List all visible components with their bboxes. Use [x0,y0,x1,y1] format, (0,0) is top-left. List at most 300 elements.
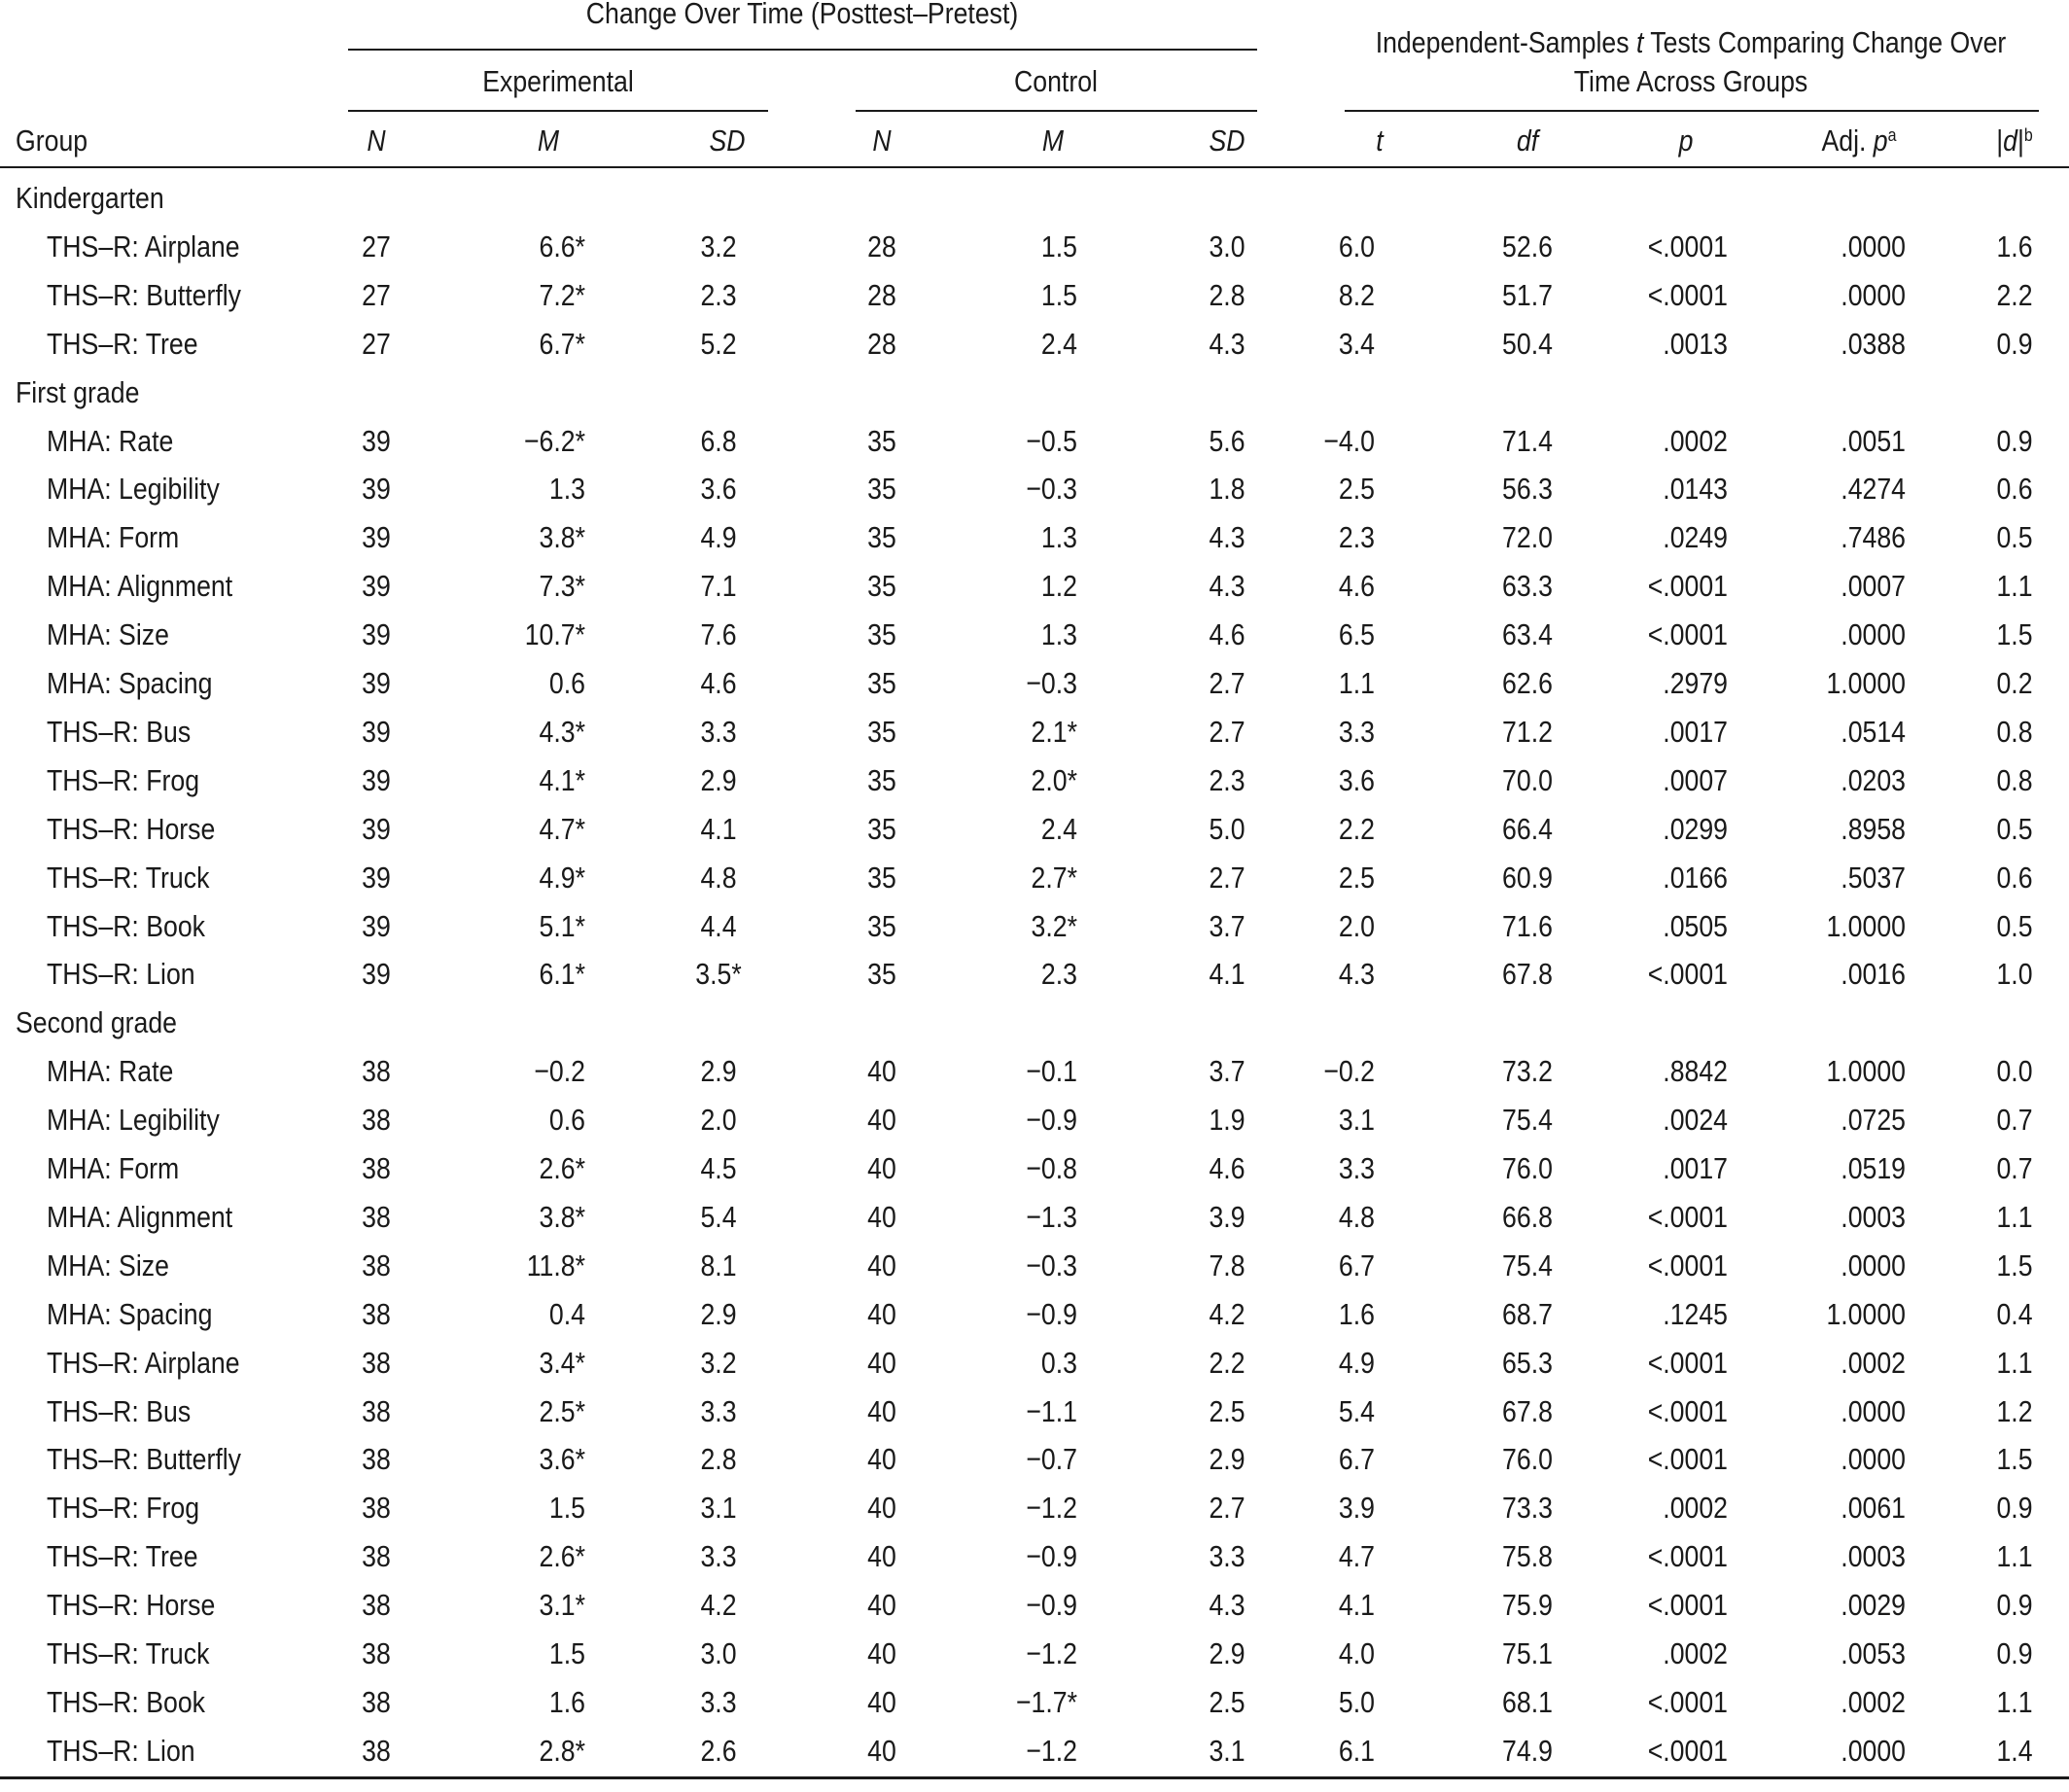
cell-df: 56.3 [1502,472,1553,507]
cell-label: MHA: Spacing [47,1296,213,1331]
cell-d: 1.5 [1996,617,2033,652]
col-header-exp-n: N [367,123,386,158]
cell-df: 66.8 [1502,1199,1553,1234]
cell-ctl-sd: 3.3 [1209,1539,1245,1574]
cell-exp-m: 10.7* [524,617,585,652]
cell-label: MHA: Size [47,617,169,652]
cell-p: .0143 [1663,472,1728,507]
col-header-ctl-m: M [1041,123,1065,158]
cell-exp-n: 39 [362,957,391,992]
cell-ctl-sd: 3.0 [1209,228,1245,264]
cell-label: THS–R: Butterfly [47,277,242,312]
cell-adj-p: .0514 [1841,714,1906,749]
cell-t: 4.6 [1338,569,1375,604]
cell-label: MHA: Spacing [47,666,213,700]
cell-adj-p: .0061 [1841,1491,1906,1526]
cell-exp-n: 38 [362,1296,391,1331]
cell-adj-p: .0000 [1841,617,1906,652]
cell-ctl-sd: 2.5 [1209,1684,1245,1719]
cell-df: 67.8 [1502,957,1553,992]
cell-p: .0505 [1663,908,1728,943]
cell-ctl-n: 35 [867,714,896,749]
change-over-time-rule [348,49,1257,51]
cell-exp-sd: 5.4 [700,1199,737,1234]
cell-ctl-m: 1.3 [1040,520,1077,555]
cell-ctl-m: −1.2 [1026,1491,1077,1526]
cell-ctl-m: −0.8 [1026,1151,1077,1185]
cell-ctl-sd: 1.8 [1209,472,1245,507]
cell-d: 0.4 [1996,1296,2033,1331]
cell-exp-sd: 2.0 [700,1103,737,1138]
cell-exp-m: 0.6 [548,1103,585,1138]
ttest-heading-line2: Time Across Groups [1573,64,1808,98]
cell-adj-p: .4274 [1841,472,1906,507]
cell-ctl-n: 40 [867,1684,896,1719]
cell-exp-m: 0.4 [548,1296,585,1331]
cell-exp-sd: 2.9 [700,1054,737,1089]
cell-exp-m: 4.7* [539,811,585,846]
cell-df: 68.1 [1502,1684,1553,1719]
cell-ctl-sd: 4.6 [1209,617,1245,652]
cell-ctl-sd: 5.0 [1209,811,1245,846]
cell-ctl-sd: 5.6 [1209,423,1245,458]
cell-exp-sd: 4.9 [700,520,737,555]
cell-d: 0.6 [1996,860,2033,895]
cell-ctl-n: 40 [867,1491,896,1526]
cell-ctl-m: −0.5 [1026,423,1077,458]
cell-df: 63.3 [1502,569,1553,604]
cell-ctl-m: −1.2 [1026,1636,1077,1670]
cell-label: MHA: Form [47,1151,180,1185]
cell-ctl-sd: 2.7 [1209,1491,1245,1526]
cell-d: 0.0 [1996,1054,2033,1089]
cell-ctl-n: 40 [867,1054,896,1089]
cell-t: 5.0 [1338,1684,1375,1719]
cell-adj-p: .0016 [1841,957,1906,992]
col-header-d: $|d|^b$ [1996,123,2033,158]
change-over-time-heading: Change Over Time (Posttest–Pretest) [585,0,1019,30]
cell-ctl-sd: 2.5 [1209,1393,1245,1428]
cell-ctl-m: −0.9 [1026,1103,1077,1138]
cell-t: 4.9 [1338,1345,1375,1380]
cell-adj-p: .0388 [1841,326,1906,361]
cell-exp-m: 6.1* [539,957,585,992]
cell-d: 0.5 [1996,520,2033,555]
cell-exp-n: 39 [362,423,391,458]
cell-p: <.0001 [1647,957,1728,992]
cell-ctl-m: −0.7 [1026,1442,1077,1477]
cell-t: 2.2 [1338,811,1375,846]
cell-p: <.0001 [1647,569,1728,604]
cell-exp-n: 38 [362,1151,391,1185]
cell-df: 71.4 [1502,423,1553,458]
cell-d: 1.1 [1996,1345,2033,1380]
cell-exp-n: 38 [362,1393,391,1428]
cell-p: <.0001 [1647,1733,1728,1768]
cell-exp-m: 1.6 [548,1684,585,1719]
cell-exp-n: 39 [362,811,391,846]
cell-label: THS–R: Airplane [47,1345,240,1380]
cell-exp-sd: 2.6 [700,1733,737,1768]
cell-ctl-sd: 1.9 [1209,1103,1245,1138]
cell-df: 68.7 [1502,1296,1553,1331]
cell-ctl-m: 2.4 [1040,811,1077,846]
cell-adj-p: .0725 [1841,1103,1906,1138]
cell-adj-p: .0000 [1841,1442,1906,1477]
cell-ctl-sd: 7.8 [1209,1247,1245,1283]
cell-label: THS–R: Book [47,1684,205,1719]
cell-df: 73.3 [1502,1491,1553,1526]
cell-exp-m: 2.6* [539,1539,585,1574]
col-header-df: df [1516,123,1539,158]
cell-label: MHA: Legibility [47,472,220,507]
cell-exp-m: 1.3 [548,472,585,507]
cell-p: .0002 [1663,423,1728,458]
cell-exp-sd: 3.2 [700,228,737,264]
cell-label: THS–R: Truck [47,1636,210,1670]
cell-d: 0.8 [1996,762,2033,797]
col-header-t: t [1376,123,1384,158]
cell-adj-p: .8958 [1841,811,1906,846]
cell-ctl-n: 40 [867,1733,896,1768]
cell-exp-m: 7.3* [539,569,585,604]
cell-d: 2.2 [1996,277,2033,312]
cell-t: 3.3 [1338,714,1375,749]
cell-df: 75.4 [1502,1247,1553,1283]
cell-ctl-n: 40 [867,1199,896,1234]
cell-ctl-m: −1.2 [1026,1733,1077,1768]
cell-label: THS–R: Lion [47,1733,195,1768]
cell-exp-n: 38 [362,1636,391,1670]
cell-ctl-sd: 4.6 [1209,1151,1245,1185]
cell-d: 0.9 [1996,1491,2033,1526]
cell-ctl-m: −0.3 [1026,666,1077,700]
cell-ctl-n: 28 [867,326,896,361]
cell-d: 1.4 [1996,1733,2033,1768]
cell-label: MHA: Legibility [47,1103,220,1138]
cell-ctl-sd: 4.2 [1209,1296,1245,1331]
cell-d: 0.9 [1996,1636,2033,1670]
cell-exp-n: 39 [362,472,391,507]
cell-df: 50.4 [1502,326,1553,361]
cell-t: 1.1 [1338,666,1375,700]
cell-exp-n: 27 [362,326,391,361]
cell-label: MHA: Alignment [47,1199,233,1234]
cell-exp-sd: 5.2 [700,326,737,361]
cell-label: THS–R: Tree [47,1539,198,1574]
cell-ctl-m: −0.3 [1026,472,1077,507]
cell-exp-sd: 4.6 [700,666,737,700]
cell-df: 66.4 [1502,811,1553,846]
cell-adj-p: .0000 [1841,277,1906,312]
cell-ctl-sd: 4.3 [1209,1588,1245,1623]
cell-label: THS–R: Horse [47,1588,216,1623]
cell-exp-m: 3.8* [539,1199,585,1234]
cell-df: 62.6 [1502,666,1553,700]
cell-t: 6.0 [1338,228,1375,264]
cell-t: 2.3 [1338,520,1375,555]
cell-t: 8.2 [1338,277,1375,312]
cell-exp-sd: 3.0 [700,1636,737,1670]
cell-exp-n: 39 [362,762,391,797]
cell-p: .0024 [1663,1103,1728,1138]
cell-ctl-n: 40 [867,1247,896,1283]
cell-exp-sd: 4.4 [700,908,737,943]
cell-p: .0013 [1663,326,1728,361]
cell-label: THS–R: Bus [47,714,192,749]
cell-exp-sd: 2.9 [700,762,737,797]
section-label: Kindergarten [16,181,164,215]
cell-exp-m: 0.6 [548,666,585,700]
cell-ctl-m: 2.7* [1031,860,1077,895]
cell-label: THS–R: Tree [47,326,198,361]
cell-ctl-m: 1.2 [1040,569,1077,604]
cell-adj-p: .0007 [1841,569,1906,604]
cell-exp-n: 38 [362,1588,391,1623]
cell-ctl-sd: 4.3 [1209,520,1245,555]
cell-exp-m: 7.2* [539,277,585,312]
cell-p: .0002 [1663,1491,1728,1526]
cell-ctl-n: 35 [867,569,896,604]
cell-exp-sd: 7.6 [700,617,737,652]
cell-label: MHA: Rate [47,1054,174,1089]
cell-label: THS–R: Frog [47,762,200,797]
cell-t: 5.4 [1338,1393,1375,1428]
cell-ctl-n: 35 [867,811,896,846]
experimental-rule [348,110,768,112]
cell-df: 70.0 [1502,762,1553,797]
cell-df: 51.7 [1502,277,1553,312]
cell-t: 2.5 [1338,472,1375,507]
cell-adj-p: .0000 [1841,228,1906,264]
cell-p: .0017 [1663,1151,1728,1185]
ttest-rule [1345,110,2039,112]
cell-t: 6.5 [1338,617,1375,652]
col-header-group: Group [16,123,88,158]
cell-label: THS–R: Truck [47,860,210,895]
cell-exp-sd: 2.9 [700,1296,737,1331]
cell-ctl-sd: 2.9 [1209,1636,1245,1670]
cell-adj-p: .0002 [1841,1345,1906,1380]
cell-ctl-m: 2.3 [1040,957,1077,992]
cell-p: .0007 [1663,762,1728,797]
cell-df: 72.0 [1502,520,1553,555]
cell-ctl-m: −0.9 [1026,1588,1077,1623]
cell-df: 75.4 [1502,1103,1553,1138]
cell-p: .0002 [1663,1636,1728,1670]
cell-df: 75.9 [1502,1588,1553,1623]
cell-df: 71.6 [1502,908,1553,943]
cell-exp-m: 6.7* [539,326,585,361]
cell-exp-sd: 3.3 [700,1539,737,1574]
cell-adj-p: 1.0000 [1826,1054,1906,1089]
cell-p: <.0001 [1647,1539,1728,1574]
cell-ctl-n: 35 [867,908,896,943]
cell-t: −0.2 [1323,1054,1375,1089]
cell-ctl-sd: 2.7 [1209,666,1245,700]
cell-d: 0.9 [1996,326,2033,361]
cell-ctl-sd: 4.1 [1209,957,1245,992]
cell-d: 1.5 [1996,1442,2033,1477]
cell-adj-p: .0000 [1841,1247,1906,1283]
cell-t: 3.4 [1338,326,1375,361]
cell-df: 73.2 [1502,1054,1553,1089]
cell-d: 0.9 [1996,1588,2033,1623]
cell-exp-m: 11.8* [526,1247,585,1283]
cell-exp-n: 39 [362,617,391,652]
cell-label: THS–R: Lion [47,957,195,992]
cell-t: 3.1 [1338,1103,1375,1138]
cell-d: 1.6 [1996,228,2033,264]
cell-exp-n: 38 [362,1054,391,1089]
cell-ctl-sd: 3.7 [1209,908,1245,943]
cell-label: MHA: Alignment [47,569,233,604]
cell-ctl-sd: 2.7 [1209,860,1245,895]
cell-exp-sd: 3.3 [700,714,737,749]
cell-exp-n: 38 [362,1539,391,1574]
cell-adj-p: .0003 [1841,1539,1906,1574]
experimental-heading: Experimental [482,64,634,98]
cell-ctl-n: 35 [867,520,896,555]
cell-exp-sd: 3.1 [700,1491,737,1526]
cell-adj-p: .0000 [1841,1733,1906,1768]
cell-t: 4.8 [1338,1199,1375,1234]
cell-adj-p: .0029 [1841,1588,1906,1623]
cell-p: <.0001 [1647,1588,1728,1623]
col-header-adj-p: Adj. $p^a$ [1821,123,1897,158]
cell-ctl-n: 40 [867,1393,896,1428]
cell-label: MHA: Size [47,1247,169,1283]
cell-ctl-m: −0.9 [1026,1539,1077,1574]
cell-ctl-m: 1.5 [1040,277,1077,312]
cell-exp-n: 27 [362,228,391,264]
cell-ctl-sd: 2.2 [1209,1345,1245,1380]
cell-label: MHA: Rate [47,423,174,458]
cell-df: 65.3 [1502,1345,1553,1380]
cell-d: 1.1 [1996,569,2033,604]
col-header-ctl-sd: SD [1209,123,1245,158]
cell-t: 1.6 [1338,1296,1375,1331]
cell-t: 6.7 [1338,1442,1375,1477]
cell-ctl-n: 40 [867,1345,896,1380]
cell-ctl-n: 40 [867,1636,896,1670]
cell-t: −4.0 [1323,423,1375,458]
col-header-ctl-n: N [872,123,892,158]
cell-d: 1.2 [1996,1393,2033,1428]
cell-p: .0166 [1663,860,1728,895]
cell-exp-n: 39 [362,714,391,749]
cell-ctl-m: −0.9 [1026,1296,1077,1331]
cell-d: 0.5 [1996,908,2033,943]
cell-t: 4.0 [1338,1636,1375,1670]
cell-ctl-n: 35 [867,423,896,458]
cell-df: 76.0 [1502,1151,1553,1185]
cell-ctl-m: 0.3 [1040,1345,1077,1380]
cell-d: 0.7 [1996,1103,2033,1138]
cell-ctl-m: 3.2* [1031,908,1077,943]
cell-exp-n: 38 [362,1684,391,1719]
cell-d: 1.1 [1996,1199,2033,1234]
cell-ctl-n: 35 [867,666,896,700]
cell-exp-n: 39 [362,860,391,895]
cell-d: 0.9 [1996,423,2033,458]
cell-exp-m: 2.6* [539,1151,585,1185]
cell-df: 71.2 [1502,714,1553,749]
cell-p: .0017 [1663,714,1728,749]
cell-exp-m: 4.9* [539,860,585,895]
cell-exp-n: 38 [362,1199,391,1234]
cell-exp-sd: 4.1 [700,811,737,846]
cell-exp-m: 2.5* [539,1393,585,1428]
cell-p: <.0001 [1647,1442,1728,1477]
cell-d: 0.2 [1996,666,2033,700]
cell-ctl-m: 2.1* [1031,714,1077,749]
cell-exp-sd: 4.5 [700,1151,737,1185]
cell-d: 1.1 [1996,1684,2033,1719]
cell-ctl-sd: 3.9 [1209,1199,1245,1234]
cell-ctl-n: 35 [867,617,896,652]
cell-ctl-sd: 4.3 [1209,326,1245,361]
cell-ctl-sd: 2.8 [1209,277,1245,312]
cell-p: <.0001 [1647,617,1728,652]
cell-ctl-n: 28 [867,228,896,264]
cell-t: 6.7 [1338,1247,1375,1283]
cell-adj-p: .0000 [1841,1393,1906,1428]
cell-label: THS–R: Butterfly [47,1442,242,1477]
cell-exp-n: 38 [362,1491,391,1526]
cell-t: 3.6 [1338,762,1375,797]
cell-exp-m: 3.8* [539,520,585,555]
cell-exp-m: 1.5 [548,1491,585,1526]
cell-ctl-sd: 2.3 [1209,762,1245,797]
cell-exp-sd: 3.3 [700,1684,737,1719]
cell-p: <.0001 [1647,1393,1728,1428]
col-header-exp-sd: SD [709,123,746,158]
cell-ctl-m: 2.4 [1040,326,1077,361]
cell-ctl-n: 40 [867,1442,896,1477]
cell-exp-n: 38 [362,1733,391,1768]
cell-exp-sd: 3.5* [695,957,742,992]
cell-adj-p: .5037 [1841,860,1906,895]
cell-exp-m: 2.8* [539,1733,585,1768]
cell-exp-sd: 4.2 [700,1588,737,1623]
cell-t: 2.5 [1338,860,1375,895]
cell-d: 1.1 [1996,1539,2033,1574]
cell-exp-m: 4.1* [539,762,585,797]
cell-t: 4.3 [1338,957,1375,992]
cell-adj-p: .0203 [1841,762,1906,797]
cell-exp-sd: 2.3 [700,277,737,312]
cell-exp-n: 27 [362,277,391,312]
cell-ctl-n: 28 [867,277,896,312]
cell-p: <.0001 [1647,228,1728,264]
cell-ctl-n: 35 [867,860,896,895]
cell-exp-n: 39 [362,569,391,604]
cell-p: <.0001 [1647,1199,1728,1234]
cell-exp-sd: 4.8 [700,860,737,895]
ttest-heading-line1: Independent-Samples t Tests Comparing Change Over [1375,25,2007,59]
cell-exp-n: 38 [362,1103,391,1138]
cell-ctl-sd: 2.7 [1209,714,1245,749]
cell-df: 63.4 [1502,617,1553,652]
cell-p: .0299 [1663,811,1728,846]
cell-label: THS–R: Horse [47,811,216,846]
cell-exp-m: 4.3* [539,714,585,749]
cell-ctl-sd: 2.9 [1209,1442,1245,1477]
cell-df: 60.9 [1502,860,1553,895]
cell-t: 3.3 [1338,1151,1375,1185]
cell-ctl-n: 35 [867,762,896,797]
